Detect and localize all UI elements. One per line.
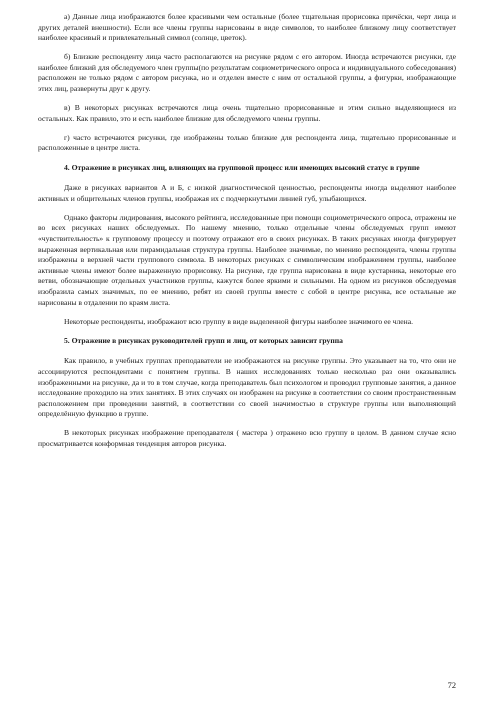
- paragraph-section4-intro: Даже в рисунках вариантов А и Б, с низкой диагностической ценностью, респонденты иногда выделяют наиболее активных и общительных членов группы, изображая их с подчеркнутыми линией губ, улыбающихся.: [38, 183, 456, 203]
- paragraph-section5-end: В некоторых рисунках изображение преподавателя ( мастера ) отражено всю группу в целом. В данном случае ясно просматривается конформная тенденция авторов рисунка.: [38, 428, 456, 448]
- paragraph-section4-main: Однако факторы лидирования, высокого рейтинга, исследованные при помощи социометрического опроса, отражены не во всех рисунках наших обследуемых. По нашему мнению, только отдельные члены обследуемых групп имеют «чувствительность» к групповому процессу и поэтому отражают его в своих рисунках. В таких рисунках иногда фигурирует выраженная вертикальная или пирамидальная структура группы. Наиболее значимые, по мнению респондента, члены группы изображены в верхней части группового символа. В некоторых рисунках с символическим изображением группы, наиболее активные члены имеют более выраженную прорисовку. На рисунке, где группа нарисована в виде кустарника, некоторые его ветви, обозначающие отдельных участников группы, кажутся более яркими и сильными. На одном из рисунков обследуемая изобразила самых значимых, по ее мнению, ребят из своей группы вместе с собой в центре рисунка, все остальные же нарисованы в отдалении по краям листа.: [38, 212, 456, 307]
- paragraph-section5-main: Как правило, в учебных группах преподаватели не изображаются на рисунке группы. Это указывает на то, что они не ассоциируются респондентами с понятием группы. В наших исследованиях только несколько раз они оказывались изображенными на рисунке, да и то в том случае, когда преподаватель был психологом и проводил групповые занятия, а данное исследование проходило на этих занятиях. В этих случаях он изображен на рисунке в соответствии со своим пространственным расположением при проведении занятий, в соответствии со своей значимостью в структуре группы или выполняющий определённую функцию в группе.: [38, 356, 456, 419]
- paragraph-section4-end: Некоторые респонденты, изображают всю группу в виде выделенной фигуры наиболее значимого ее члена.: [64, 316, 413, 326]
- section-heading-4: 4. Отражение в рисунках лиц, влияющих на групповой процесс или имеющих высокий статус в группе: [64, 162, 420, 172]
- paragraph-b: б) Близкие респонденту лица часто располагаются на рисунке рядом с его автором. Иногда встречаются рисунки, где наиболее близкий для обследуемого член группы(по результатам социометрического опроса и индивидуального собеседования) расположен не только рядом с автором рисунка, но и отделен вместе с ним от остальной группы, а фигурки, изображающие этих лиц, развернуты друг к другу.: [38, 52, 456, 94]
- section-heading-5: 5. Отражение в рисунках руководителей групп и лиц, от которых зависит группа: [64, 335, 343, 345]
- paragraph-a: а) Данные лица изображаются более красивыми чем остальные (более тщательная прорисовка причёски, черт лица и других деталей внешности). Если все члены группы нарисованы в виде символов, то наиболее близкому лицу соответствует наиболее красивый и привлекательный символ (солнце, цветок).: [38, 12, 456, 43]
- paragraph-g: г) часто встречаются рисунки, где изображены только близкие для респондента лица, тщательно прорисованные и расположенные в центре листа.: [38, 132, 456, 153]
- paragraph-v: в) В некоторых рисунках встречаются лица очень тщательно прорисованные и этим сильно выделяющиеся из остальных. Как правило, это и есть наиболее близкие для обследуемого члены группы.: [38, 103, 456, 123]
- page-number: 72: [447, 681, 456, 691]
